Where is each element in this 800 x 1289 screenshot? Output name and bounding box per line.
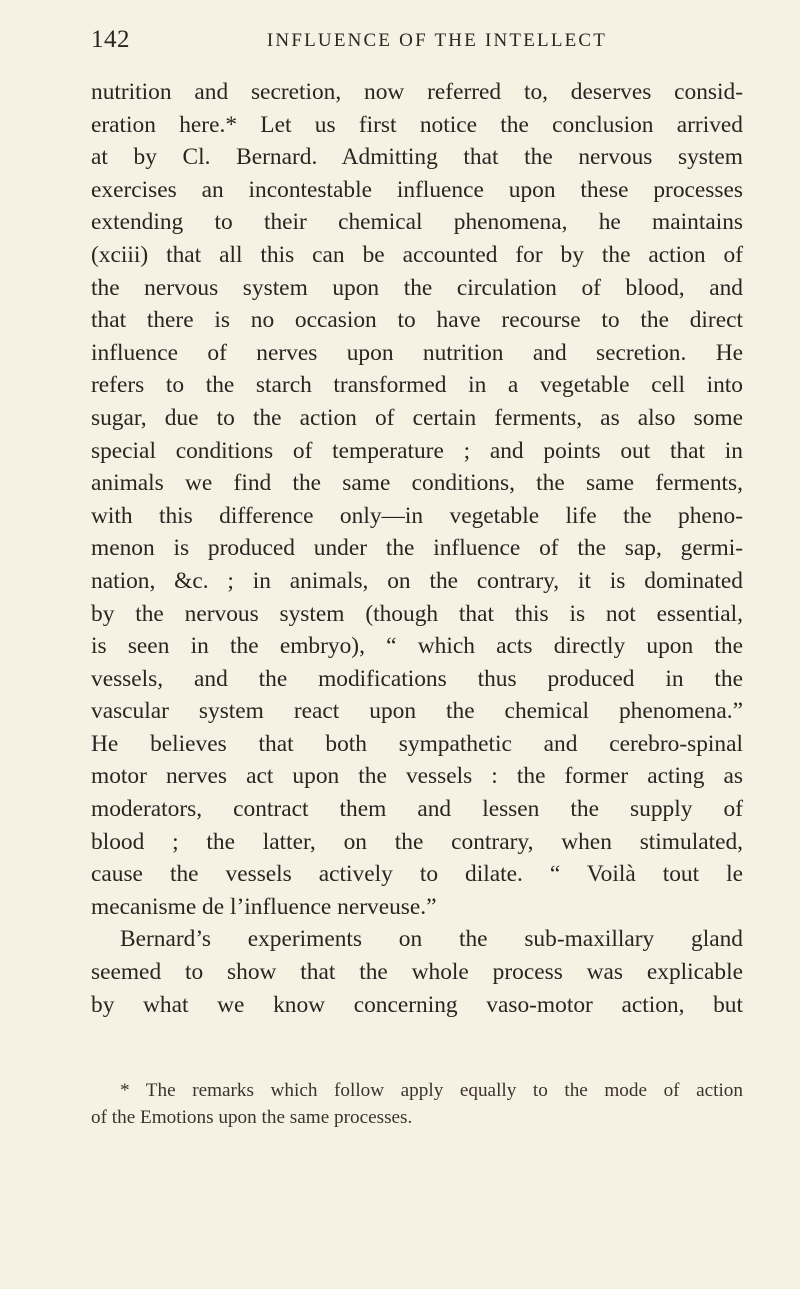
text-line: blood ; the latter, on the contrary, when stimulated, <box>91 828 743 855</box>
footnote <box>91 1077 743 1131</box>
text-line: the nervous system upon the circulation of blood, and <box>91 274 743 301</box>
text-line: (xciii) that all this can be accounted for by the action of <box>91 241 743 268</box>
footnote-line: * The remarks which follow apply equally to the mode of action <box>120 1080 743 1101</box>
text-line: animals we find the same conditions, the same ferments, <box>91 470 743 497</box>
text-line: that there is no occasion to have recourse to the direct <box>91 307 743 334</box>
text-line: extending to their chemical phenomena, he maintains <box>91 209 743 236</box>
text-line: sugar, due to the action of certain ferments, as also some <box>91 404 743 431</box>
text-line: nutrition and secretion, now referred to, deserves consid- <box>91 79 743 105</box>
running-title: INFLUENCE OF THE INTELLECT <box>266 30 608 51</box>
text-line: mecanisme de l’influence nerveuse.” <box>91 893 437 920</box>
text-line: seemed to show that the whole process was explicable <box>91 959 743 986</box>
text-line: menon is produced under the influence of the sap, germi- <box>91 535 743 562</box>
text-line: by the nervous system (though that this is not essential, <box>91 600 743 627</box>
text-line: vessels, and the modifications thus produced in the <box>91 665 743 692</box>
text-line: motor nerves act upon the vessels : the former acting as <box>91 763 743 790</box>
text-line: refers to the starch transformed in a vegetable cell into <box>91 372 743 399</box>
text-line: moderators, contract them and lessen the supply of <box>91 796 743 823</box>
text-line: by what we know concerning vaso-motor action, but <box>91 991 743 1018</box>
text-line: with this difference only—in vegetable life the pheno- <box>91 502 743 529</box>
text-line: cause the vessels actively to dilate. “ Voilà tout le <box>91 861 743 888</box>
text-line: vascular system react upon the chemical phenomena.” <box>91 698 743 725</box>
text-line: is seen in the embryo), “ which acts directly upon the <box>91 633 743 660</box>
text-line: He believes that both sympathetic and cerebro-spinal <box>91 730 743 757</box>
footnote-line: of the Emotions upon the same processes. <box>91 1107 413 1128</box>
text-line: special conditions of temperature ; and points out that in <box>91 437 743 464</box>
text-line: influence of nerves upon nutrition and secretion. He <box>91 339 743 366</box>
page-number: 142 <box>91 26 130 53</box>
text-line: exercises an incontestable influence upon these processes <box>91 176 743 203</box>
text-line: at by Cl. Bernard. Admitting that the nervous system <box>91 144 743 171</box>
text-line: nation, &c. ; in animals, on the contrary, it is dominated <box>91 567 743 594</box>
text-line: eration here.* Let us first notice the conclusion arrived <box>91 111 743 138</box>
body-text <box>91 76 743 1021</box>
running-head <box>91 26 743 62</box>
text-line: Bernard’s experiments on the sub-maxillary gland <box>120 926 743 953</box>
